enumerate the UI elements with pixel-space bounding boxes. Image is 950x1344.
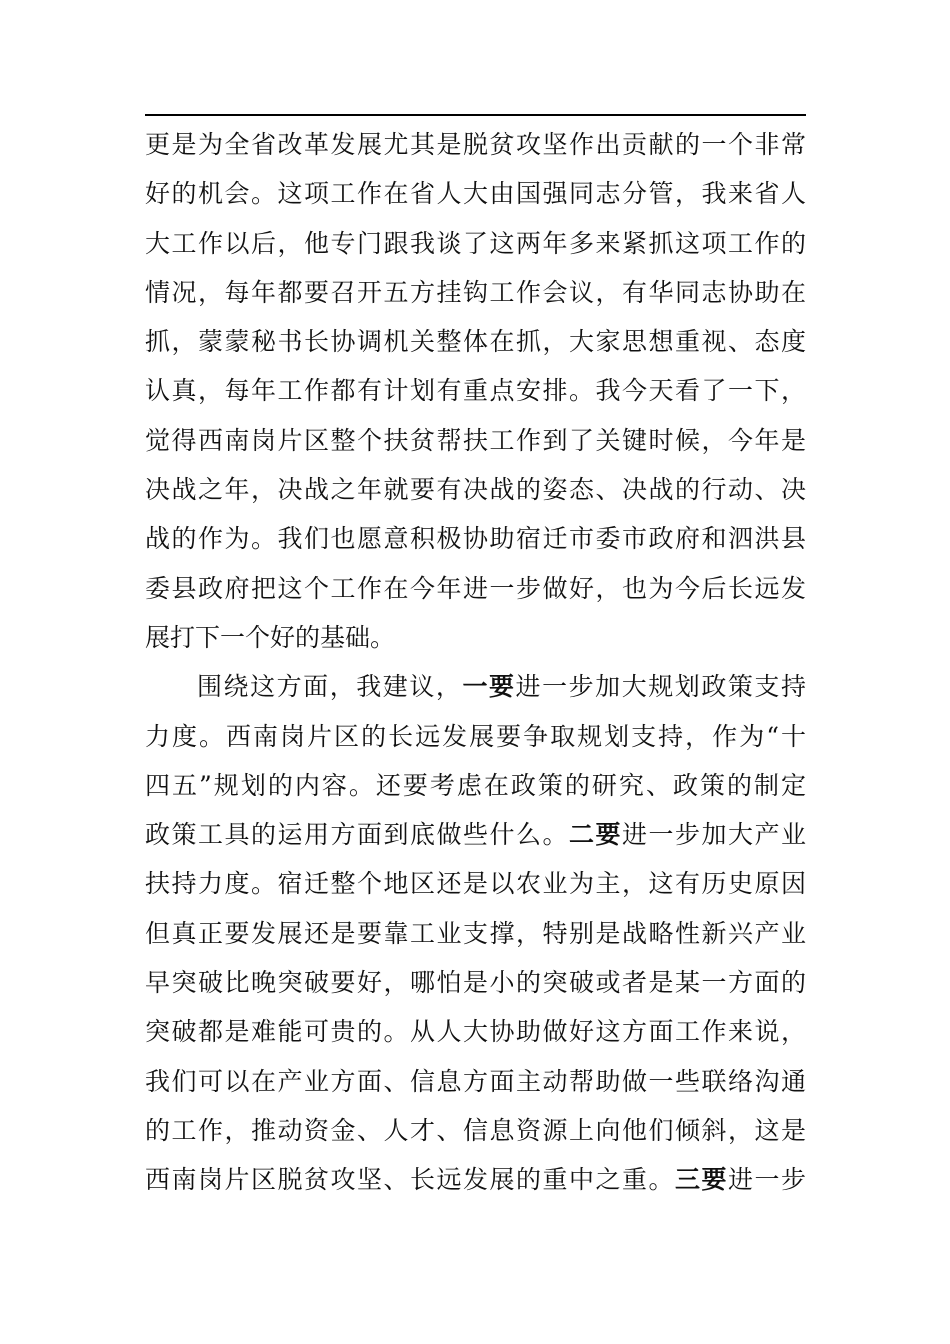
text-line: 我们可以在产业方面、信息方面主动帮助做一些联络沟通 <box>145 1066 806 1096</box>
text-line: 扶持力度。宿迁整个地区还是以农业为主，这有历史原因 <box>145 869 806 899</box>
text-line: 但真正要发展还是要靠工业支撑，特别是战略性新兴产业 <box>145 918 806 948</box>
text-line: 战的作为。我们也愿意积极协助宿迁市委市政府和泗洪县 <box>145 524 806 554</box>
bold-text-run: 三要 <box>674 1165 728 1195</box>
text-run: 进一步加大规划政策支持 <box>515 672 806 702</box>
text-line: 力度。西南岗片区的长远发展要争取规划支持，作为“十 <box>145 721 806 751</box>
text-run: 政策工具的运用方面到底做些什么。 <box>145 820 569 850</box>
text-line: 情况，每年都要召开五方挂钩工作会议，有华同志协助在 <box>145 277 806 307</box>
text-line: 委县政府把这个工作在今年进一步做好，也为今后长远发 <box>145 573 806 603</box>
text-line: 展打下一个好的基础。 <box>145 622 396 652</box>
text-line <box>145 662 806 711</box>
text-line: 大工作以后，他专门跟我谈了这两年多来紧抓这项工作的 <box>145 228 806 258</box>
header-rule <box>145 114 806 116</box>
text-line: 决战之年，决战之年就要有决战的姿态、决战的行动、决 <box>145 475 806 505</box>
text-line: 觉得西南岗片区整个扶贫帮扶工作到了关键时候，今年是 <box>145 425 806 455</box>
bold-text-run: 二要 <box>568 820 622 850</box>
text-run: 进一步加大产业 <box>621 820 806 850</box>
text-line: 更是为全省改革发展尤其是脱贫攻坚作出贡献的一个非常 <box>145 130 806 159</box>
text-line: 四五”规划的内容。还要考虑在政策的研究、政策的制定 <box>145 770 806 800</box>
text-line: 的工作，推动资金、人才、信息资源上向他们倾斜，这是 <box>145 1115 806 1145</box>
text-line: 抓，蒙蒙秘书长协调机关整体在抓，大家思想重视、态度 <box>145 327 806 357</box>
text-line <box>145 1155 806 1204</box>
bold-text-run: 一要 <box>462 672 516 702</box>
text-line: 好的机会。这项工作在省人大由国强同志分管，我来省人 <box>145 179 806 209</box>
text-line: 认真，每年工作都有计划有重点安排。我今天看了一下， <box>145 376 806 406</box>
body-text <box>145 120 806 1205</box>
text-line: 早突破比晚突破要好，哪怕是小的突破或者是某一方面的 <box>145 968 806 998</box>
text-run: 围绕这方面，我建议， <box>197 672 463 702</box>
text-run: 西南岗片区脱贫攻坚、长远发展的重中之重。 <box>145 1165 675 1195</box>
text-line: 突破都是难能可贵的。从人大协助做好这方面工作来说， <box>145 1017 806 1047</box>
text-line <box>145 810 806 859</box>
text-run: 进一步 <box>727 1165 806 1195</box>
